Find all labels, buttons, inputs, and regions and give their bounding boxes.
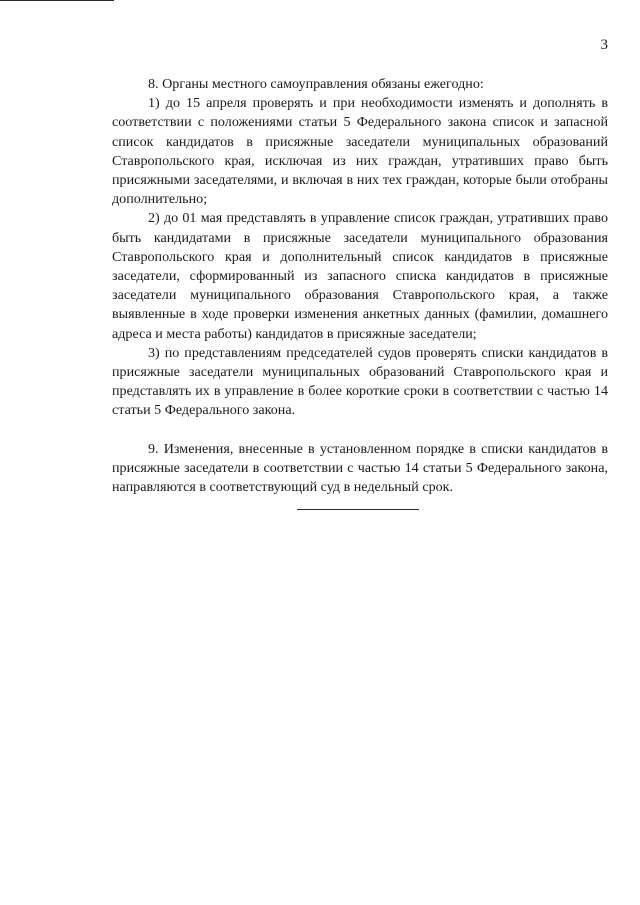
paragraph-9: 9. Изменения, внесенные в установленном порядке в списки кандидатов в присяжные заседатели в соответствии с частью 14 статьи 5 Федерального закона, направляются в соответствующий суд в недельный срок. bbox=[112, 440, 608, 496]
paragraph-8-item-1: 1) до 15 апреля проверять и при необходимости изменять и дополнять в соответствии с положениями статьи 5 Федерального закона список и запасной список кандидатов в присяжные заседатели муниципальных образований Ставропольского края, исключая из них граждан, утративших право быть присяжными заседателями, и включая в них тех граждан, которые были отобраны дополнительно; bbox=[112, 95, 608, 208]
page-number: 3 bbox=[600, 37, 608, 53]
top-rule-line bbox=[0, 0, 114, 2]
paragraph-8-item-3: 3) по представлениям председателей судов проверять списки кандидатов в присяжные заседатели муниципальных образований Ставропольского края и представлять их в управление в более короткие сроки в соответствии с частью 14 статьи 5 Федерального закона. bbox=[112, 344, 608, 419]
paragraph-8-item-2: 2) до 01 мая представлять в управление список граждан, утративших право быть кандидатами в присяжные заседатели муниципального образования Ставропольского края и дополнительный список кандидатов в присяжные заседатели, сформированный из запасного списка кандидатов в присяжные заседатели муниципального образования Ставропольского края, а также выявленные в ходе проверки изменения анкетных данных (фамилии, домашнего адреса и места работы) кандидатов в присяжные заседатели; bbox=[112, 210, 608, 342]
end-of-text-rule bbox=[297, 509, 419, 510]
paragraph-8-intro: 8. Органы местного самоуправления обязаны ежегодно: bbox=[148, 76, 484, 92]
document-body bbox=[112, 75, 608, 497]
